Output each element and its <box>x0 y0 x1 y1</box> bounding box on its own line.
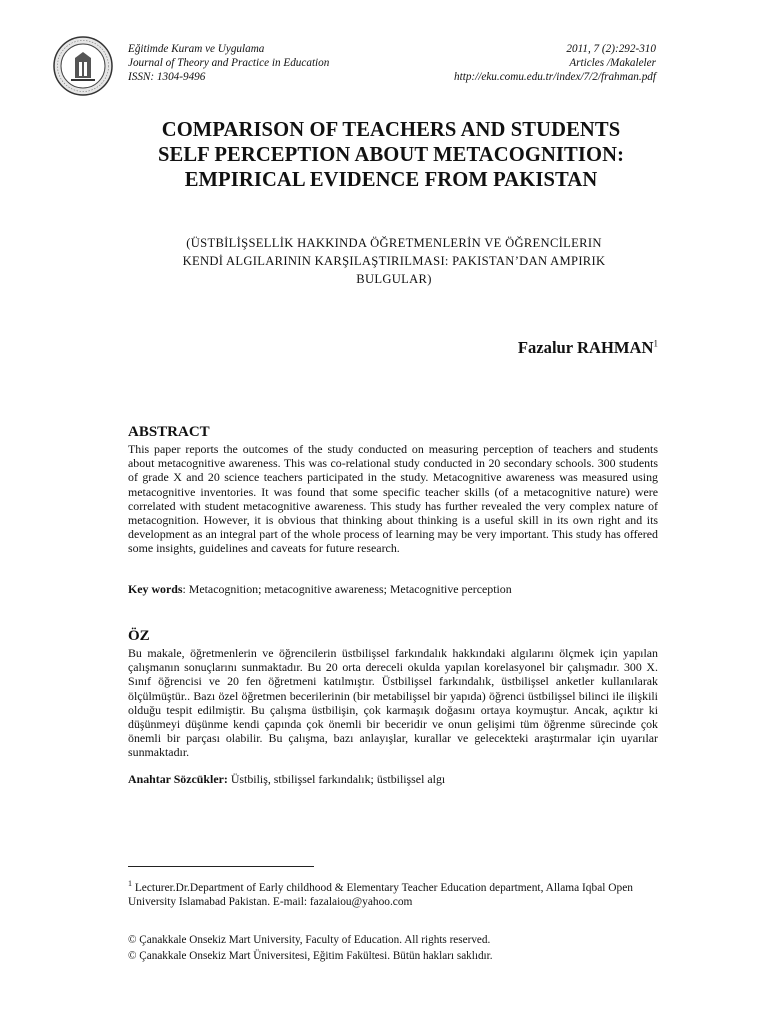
journal-header-right <box>454 42 656 84</box>
author-name: Fazalur RAHMAN <box>517 338 654 357</box>
copyright-en: © Çanakkale Onsekiz Mart University, Faculty of Education. All rights reserved. <box>128 934 491 946</box>
anahtar-label: Anahtar Sözcükler: <box>128 772 228 786</box>
title-line: SELF PERCEPTION ABOUT METACOGNITION: <box>157 144 625 166</box>
paper-subtitle-tr <box>120 234 668 288</box>
article-url[interactable]: http://eku.comu.edu.tr/index/7/2/frahman.pdf <box>454 71 656 83</box>
issn: ISSN: 1304-9496 <box>128 71 206 83</box>
oz-heading: ÖZ <box>128 628 150 644</box>
footnote <box>128 877 658 910</box>
journal-header-left <box>128 42 329 84</box>
footnote-mark: 1 <box>128 879 132 888</box>
title-line: COMPARISON OF TEACHERS AND STUDENTS <box>161 119 621 141</box>
subtitle-line: (ÜSTBİLİŞSELLİK HAKKINDA ÖĞRETMENLERİN VE ÖĞRENCİLERIN <box>186 236 602 250</box>
journal-name-en: Journal of Theory and Practice in Education <box>128 57 330 69</box>
article-type: Articles /Makaleler <box>569 57 656 69</box>
abstract-heading: ABSTRACT <box>128 424 210 440</box>
subtitle-line: BULGULAR) <box>356 272 432 286</box>
keywords-value: : Metacognition; metacognitive awareness; Metacognitive perception <box>182 582 512 596</box>
abstract-text: This paper reports the outcomes of the study conducted on measuring perception of teachers and students about metacognitive awareness. This was co-relational study conducted in 20 secondary schools. 300 students of grade X and 20 science teachers participated in the study. Metacognitive awareness was measured using metacognitive inventories. It was found that some specific teacher skills (of a metacognitive nature) were correlated with student metacognitive awareness. This study has further revealed the very complex nature of metacognition. However, it is obvious that thinking about thinking is a useful skill in its own right and its development as an integral part of the whole process of learning may be very important. This study has offered some insights, guidelines and caveats for future research. <box>128 442 658 556</box>
paper-title <box>100 118 682 193</box>
author <box>518 338 658 358</box>
volume-info: 2011, 7 (2):292-310 <box>566 43 656 55</box>
subtitle-line: KENDİ ALGILARININ KARŞILAŞTIRILMASI: PAKISTAN’DAN AMPIRIK <box>182 254 606 268</box>
keywords <box>128 582 512 597</box>
author-footnote-mark: 1 <box>653 338 658 349</box>
anahtar-sozcukler <box>128 772 445 787</box>
title-line: EMPIRICAL EVIDENCE FROM PAKISTAN <box>184 169 598 191</box>
university-seal-icon <box>53 36 113 96</box>
copyright-tr: © Çanakkale Onsekiz Mart Üniversitesi, Eğitim Fakültesi. Bütün hakları saklıdır. <box>128 950 493 962</box>
anahtar-value: Üstbiliş, stbilişsel farkındalık; üstbilişsel algı <box>227 772 446 786</box>
oz-text: Bu makale, öğretmenlerin ve öğrencilerin üstbilişsel farkındalık hakkındaki algılarını ölçmek için yapılan çalışmanın sonuçlarını sunmaktadır. Bu 20 orta dereceli okulda yapılan korelasyonel bir çalışmadır. 300 X. Sınıf öğrencisi ve 20 fen öğretmeni katılmıştır. Üstbilişsel farkındalık, üstbilişsel anketler kullanılarak ölçülmüştür.. Bazı özel öğretmen becerilerinin (bir metabilişsel bir yapıda) öğrenci üstbilişsel bilinci ile ilişkili olduğu tespit edilmiştir. Bu çalışma üstbilişin, çok karmaşık doğasını ortaya koymuştur. Ancak, açıktır ki düşünmeyi düşünme kendi çapında çok önemli bir beceridir ve onun gelişimi tüm öğrenme sürecinde çok önemli bir parçası olabilir. Bu çalışma, bazı anlayışlar, kurallar ve gelecekteki araştırmalar için uyarılar sunmaktadır. <box>128 646 658 760</box>
keywords-label: Key words <box>128 582 183 596</box>
footnote-divider <box>128 866 314 867</box>
journal-name-tr: Eğitimde Kuram ve Uygulama <box>128 43 265 55</box>
footnote-text: Lecturer.Dr.Department of Early childhood & Elementary Teacher Education department, Allama Iqbal Open University Islamabad Pakistan. E-mail: fazalaiou@yahoo.com <box>128 881 633 909</box>
